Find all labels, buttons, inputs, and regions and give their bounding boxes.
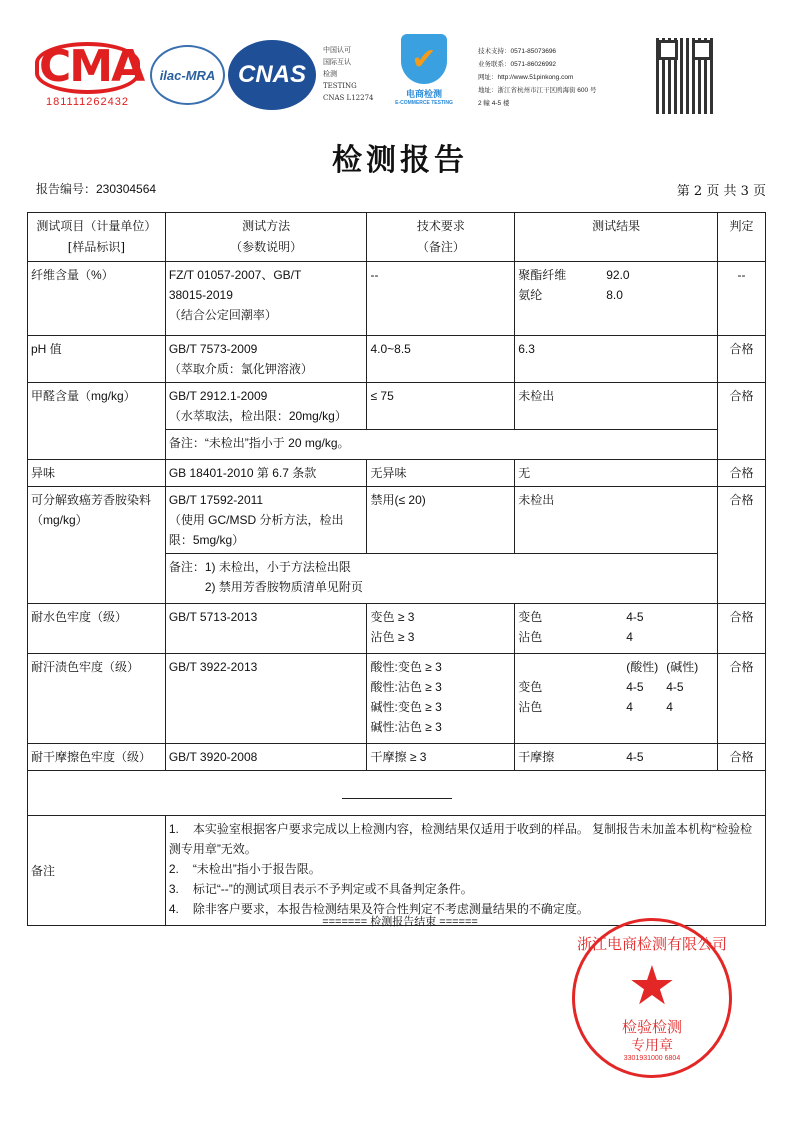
star-icon: ★ bbox=[627, 956, 677, 1016]
results-table bbox=[27, 212, 766, 926]
table-row: 耐水色牢度（级） GB/T 5713-2013 变色 ≥ 3 沾色 ≥ 3 变色 4-5 沾色 4 合格 bbox=[28, 604, 766, 654]
blank-row bbox=[28, 771, 766, 816]
table-row: 耐汗渍色牢度（级） GB/T 3922-2013 酸性:变色 ≥ 3 酸性:沾色 ≥ 3 碱性:变色 ≥ 3 碱性:沾色 ≥ 3 (酸性) (碱性) 变色 4-5 4-5 沾色 4 4 合格 bbox=[28, 654, 766, 744]
table-row: 异味 GB 18401-2010 第 6.7 条款 无异味 无 合格 bbox=[28, 460, 766, 487]
cnas-logo: CNAS bbox=[228, 40, 316, 110]
table-row: 甲醛含量（mg/kg） GB/T 2912.1-2009 （水萃取法，检出限：20mg/kg） ≤ 75 未检出 合格 bbox=[28, 383, 766, 430]
ecommerce-testing-logo: ✔ 电商检测 E-COMMERCE TESTING bbox=[388, 34, 460, 106]
table-row: 纤维含量（%） FZ/T 01057-2007、GB/T 38015-2019 （结合公定回潮率） -- 聚酯纤维 92.0 氨纶 8.0 -- bbox=[28, 262, 766, 336]
contact-info: 技术支持：0571-85073696 业务联系：0571-86026992 网址：http://www.51pinkong.com 地址：浙江省杭州市江干区鸥海街 600 号 2 幢 4-5 楼 bbox=[478, 48, 597, 107]
shield-check-icon: ✔ bbox=[401, 34, 447, 84]
report-end-marker: ======= 检测报告结束 ====== bbox=[322, 916, 478, 928]
report-number: 报告编号：230304564 bbox=[36, 182, 157, 196]
cma-logo: CMA 181111262432 bbox=[35, 38, 140, 110]
table-row: 可分解致癌芳香胺染料（mg/kg） GB/T 17592-2011 （使用 GC/MSD 分析方法，检出限：5mg/kg） 禁用(≤ 20) 未检出 合格 bbox=[28, 487, 766, 554]
table-header: 测试项目（计量单位） [样品标识] 测试方法 （参数说明） 技术要求 （备注） 测试结果 判定 bbox=[28, 213, 766, 262]
ilac-mra-logo: ilac-MRA bbox=[150, 45, 225, 105]
divider bbox=[342, 798, 452, 799]
remarks-row: 备注 1. 本实验室根据客户要求完成以上检测内容，检测结果仅适用于收到的样品。 复制报告未加盖本机构“检验检测专用章”无效。 2. “未检出”指小于报告限。 3. 标记“--”的测试项目表示不予判定或不具备判定条件。 4. 除非客户要求，本报告检测结果及符合性判定不考虑测量结果的不确定度。 bbox=[28, 816, 766, 926]
official-seal: 浙江电商检测有限公司 ★ 检验检测 专用章 3301931000 6804 bbox=[572, 918, 732, 1078]
cnas-text: 中国认可 国际互认 检测 TESTING CNAS L12274 bbox=[323, 46, 374, 102]
page-info: 第 2 页 共 3 页 bbox=[676, 184, 766, 199]
page-title: 检测报告 bbox=[332, 143, 468, 178]
table-note-row: 备注：“未检出”指小于 20 mg/kg。 bbox=[28, 430, 766, 460]
table-note-row: 备注：1) 未检出，小于方法检出限 2) 禁用芳香胺物质清单见附页 bbox=[28, 554, 766, 604]
table-row: 耐干摩擦色牢度（级） GB/T 3920-2008 干摩擦 ≥ 3 干摩擦 4-5 合格 bbox=[28, 744, 766, 771]
table-row: pH 值 GB/T 7573-2009 （萃取介质：氯化钾溶液） 4.0~8.5 6.3 合格 bbox=[28, 336, 766, 383]
qr-code bbox=[656, 38, 714, 114]
